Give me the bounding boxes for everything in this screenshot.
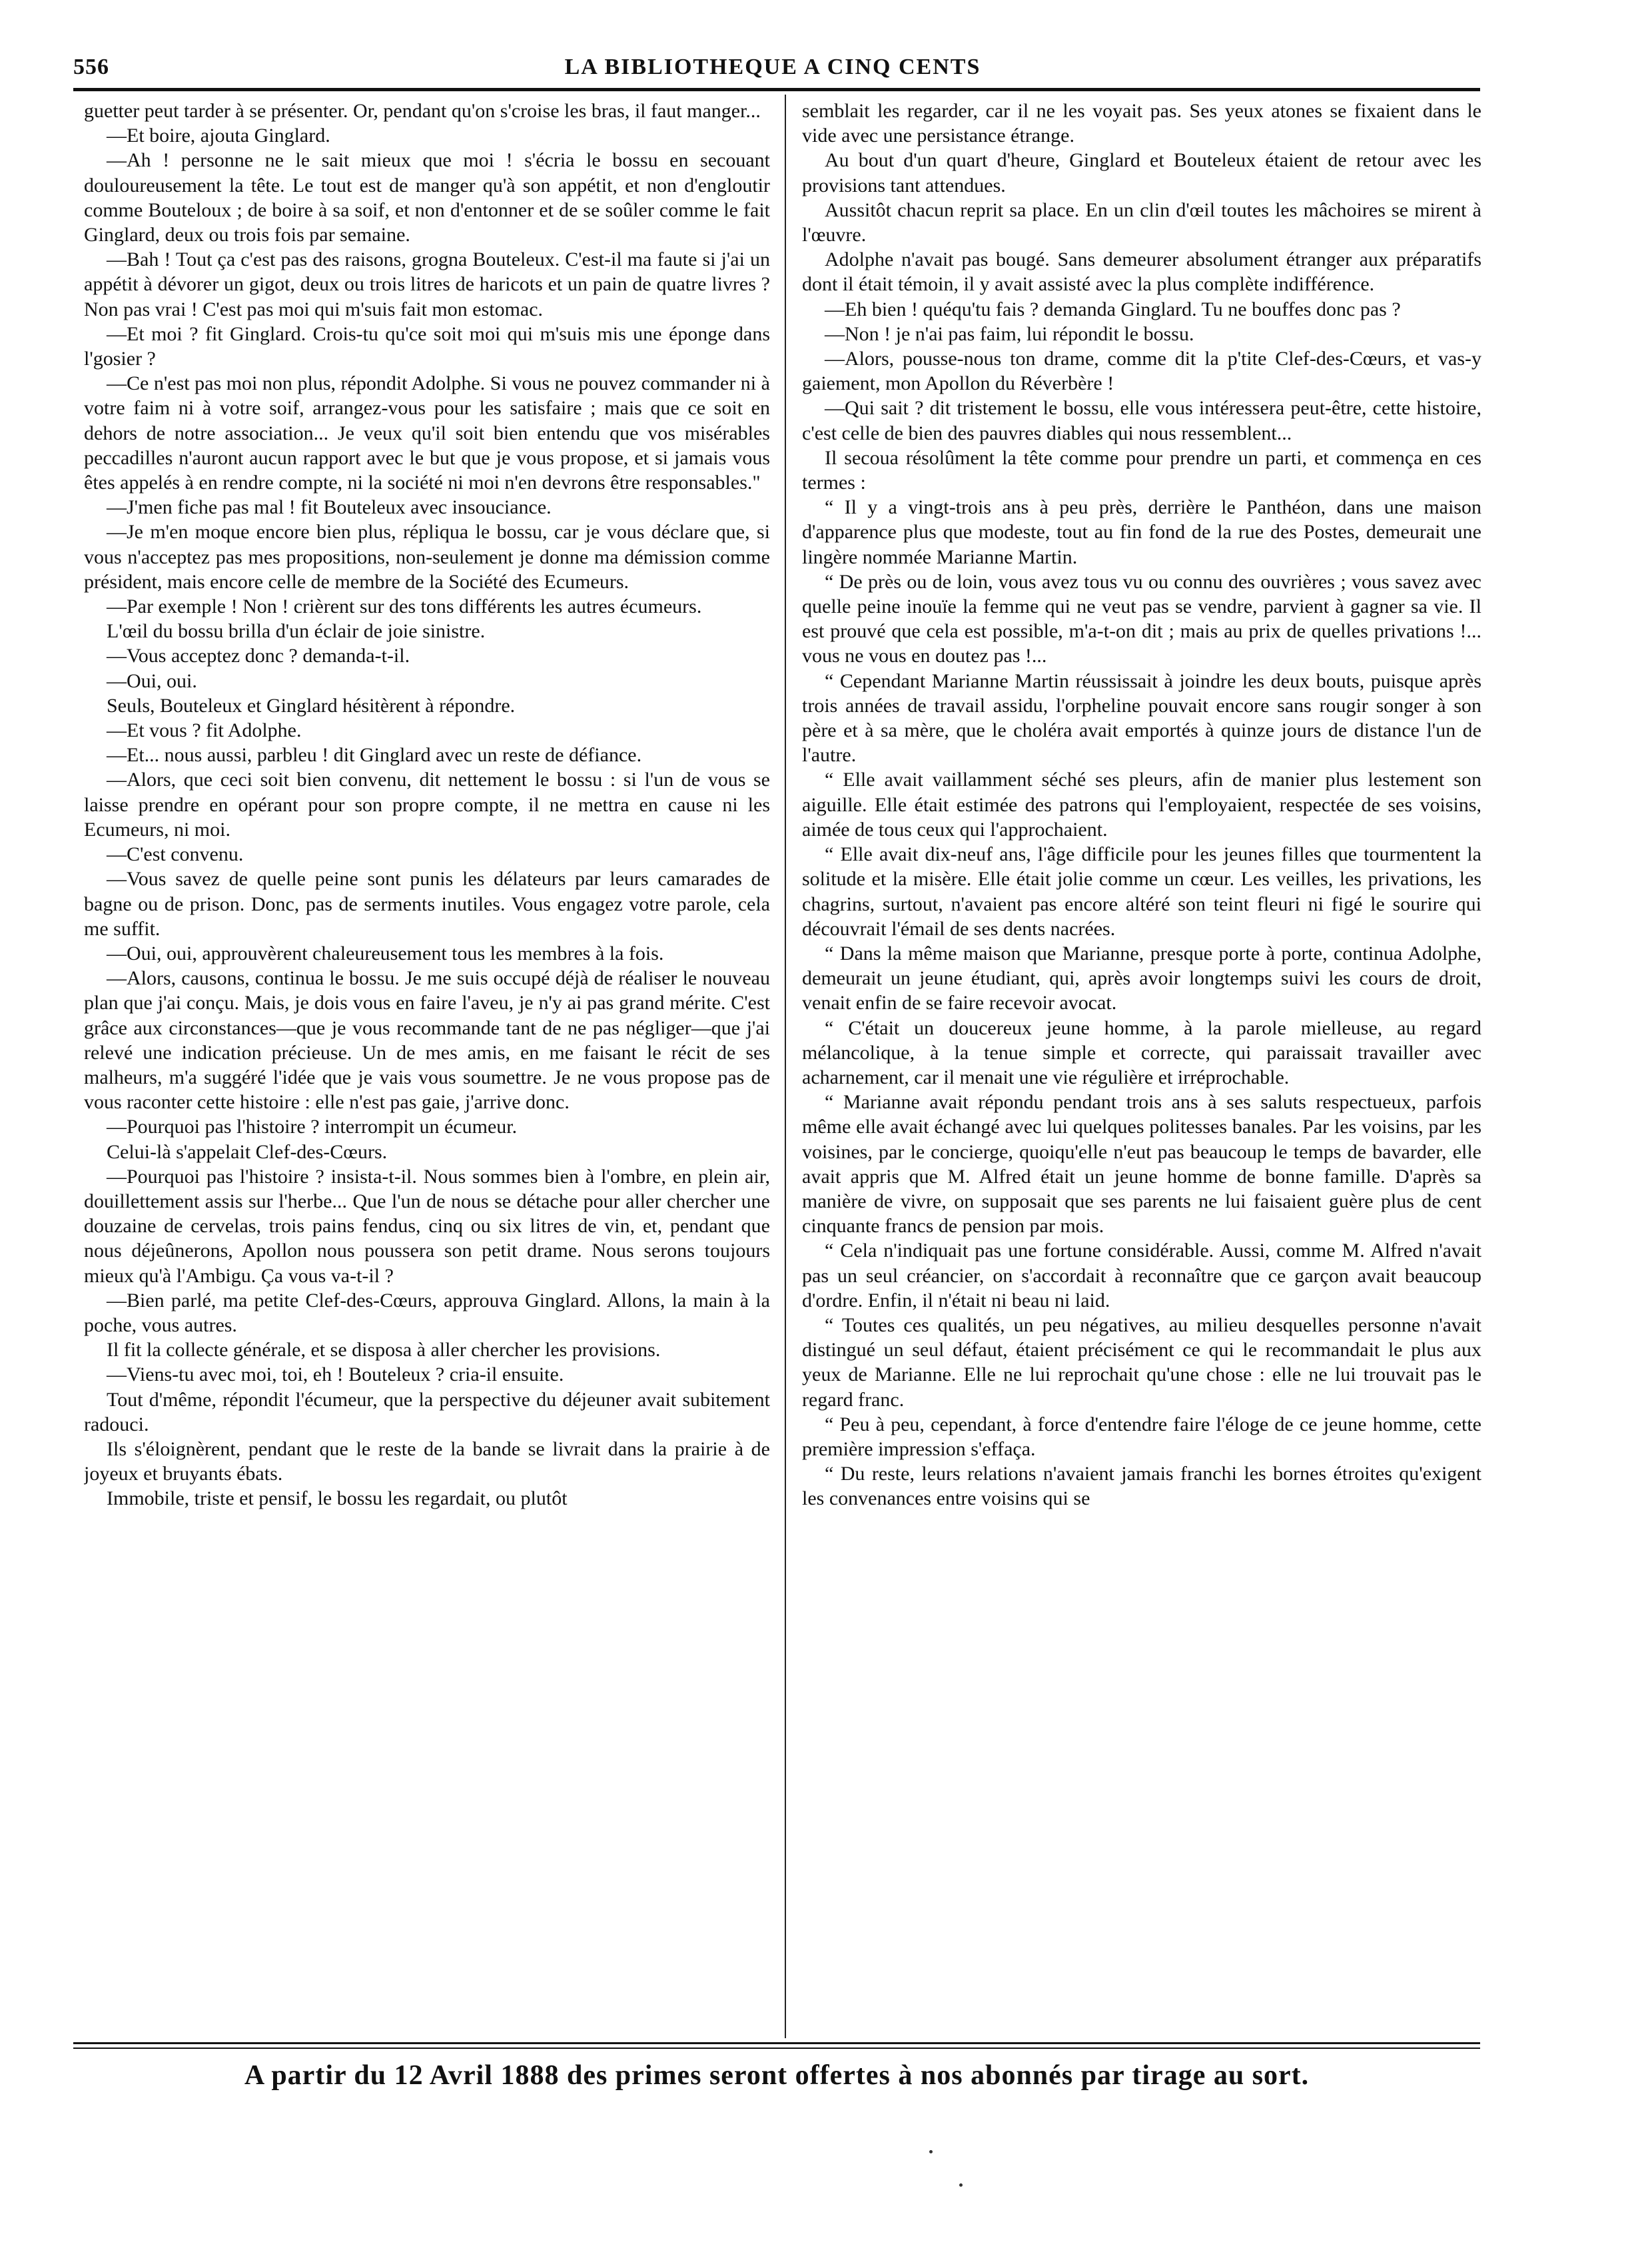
paragraph: —Oui, oui, approuvèrent chaleureusement tous les membres à la fois. [107,942,664,964]
right-column [802,99,1481,2024]
paragraph: “ Il y a vingt-trois ans à peu près, derrière le Panthéon, dans une maison d'apparence plus que modeste, tout au fin fond de la rue des Postes, demeurait une lingère nommée Marianne Martin. [802,496,1481,568]
paragraph: —J'men fiche pas mal ! fit Bouteleux avec insouciance. [107,496,552,519]
paragraph: Adolphe n'avait pas bougé. Sans demeurer absolument étranger aux préparatifs dont il était témoin, il y avait assisté avec la plus complète indifférence. [802,248,1481,296]
paragraph: Celui-là s'appelait Clef-des-Cœurs. [107,1140,388,1163]
paragraph: —Vous acceptez donc ? demanda-t-il. [107,645,410,667]
paragraph: —Pourquoi pas l'histoire ? interrompit un écumeur. [107,1116,518,1138]
paragraph: —Pourquoi pas l'histoire ? insista-t-il. Nous sommes bien à l'ombre, en plein air, douillettement assis sur l'herbe... Que l'un de nous se détache pour aller chercher une douzaine de cervelas, trois pains fendus, cinq ou six litres de vin, et, pendant que nous déjeûnerons, Apollon nous poussera son petit drame. Nous serons toujours mieux qu'à l'Ambigu. Ça vous va-t-il ? [84,1165,770,1287]
header-rule [73,88,1480,91]
paragraph: “ Du reste, leurs relations n'avaient jamais franchi les bornes étroites qu'exigent les convenances entre voisins qui se [802,1463,1481,1510]
paragraph: —Et... nous aussi, parbleu ! dit Ginglard avec un reste de défiance. [107,744,642,767]
paragraph: L'œil du bossu brilla d'un éclair de joie sinistre. [107,620,486,643]
paragraph: —Alors, pousse-nous ton drame, comme dit la p'tite Clef-des-Cœurs, et vas-y gaiement, mon Apollon du Réverbère ! [802,348,1481,395]
paragraph: “ Elle avait vaillamment séché ses pleurs, afin de manier plus lestement son aiguille. Elle était estimée des patrons qui l'employaient, respectée de ses voisins, aimée de tous ceux qui l'approchaient. [802,769,1481,841]
paragraph: —C'est convenu. [107,843,244,866]
paragraph: —Eh bien ! quéqu'tu fais ? demanda Ginglard. Tu ne bouffes donc pas ? [825,298,1401,320]
paragraph: “ Elle avait dix-neuf ans, l'âge difficile pour les jeunes filles que tourmentent la solitude et la misère. Elle était jolie comme un cœur. Les veilles, les privations, les chagrins, surtout, n'avaient pas encore altéré son teint fleuri ni figé le sourire qui découvrait l'émail de ses dents nacrées. [802,843,1481,940]
paragraph: —Et moi ? fit Ginglard. Crois-tu qu'ce soit moi qui m'suis mis une éponge dans l'gosier ? [84,322,770,370]
page-header [73,48,1472,88]
paragraph: “ Dans la même maison que Marianne, presque porte à porte, continua Adolphe, demeurait un jeune étudiant, qui, après avoir longtemps suivi les cours de droit, venait enfin de se faire recevoir avocat. [802,942,1481,1014]
paragraph: “ Cependant Marianne Martin réussissait à joindre les deux bouts, puisque après trois années de travail assidu, l'orpheline pouvait encore sans rougir songer à son père et à sa mère, que le choléra avait emportés à quinze jours de distance l'un de l'autre. [802,669,1481,767]
paragraph: —Vous savez de quelle peine sont punis les délateurs par leurs camarades de bagne ou de prison. Donc, pas de serments inutiles. Vous engagez votre parole, cela me suffit. [84,868,770,940]
paragraph: Ils s'éloignèrent, pendant que le reste de la bande se livrait dans la prairie à de joyeux et bruyants ébats. [84,1437,770,1485]
paragraph: “ Peu à peu, cependant, à force d'entendre faire l'éloge de ce jeune homme, cette première impression s'effaça. [802,1413,1481,1460]
column-divider [785,95,786,2038]
paragraph: —Alors, causons, continua le bossu. Je me suis occupé déjà de réaliser le nouveau plan que j'ai conçu. Mais, je dois vous en faire l'aveu, je n'y ai pas grand mérite. C'est grâce aux circonstances—que je vous recommande tant de ne pas négliger—que j'ai relevé une indication précieuse. Un de mes amis, en me faisant le récit de ses malheurs, m'a suggéré l'idée que je vais vous soumettre. Je ne vous propose pas de vous raconter cette histoire : elle n'est pas gaie, j'arrive donc. [84,967,770,1114]
page-number: 556 [73,55,109,79]
paragraph: —Je m'en moque encore bien plus, répliqua le bossu, car je vous déclare que, si vous n'acceptez pas mes propositions, non-seulement je donne ma démission comme président, mais encore celle de membre de la Société des Ecumeurs. [84,521,770,593]
paragraph: —Et vous ? fit Adolphe. [107,719,302,742]
paragraph: —Bah ! Tout ça c'est pas des raisons, grogna Bouteleux. C'est-il ma faute si j'ai un appétit à dévorer un gigot, deux ou trois litres de haricots et un pain de quatre livres ? Non pas vrai ! C'est pas moi qui m'suis fait mon estomac. [84,248,770,320]
print-speck [959,2183,963,2187]
footer-rule-inner [73,2048,1480,2049]
paragraph: —Alors, que ceci soit bien convenu, dit nettement le bossu : si l'un de vous se laisse prendre en opérant pour son propre compte, il ne mettra en cause ni les Ecumeurs, ni moi. [84,769,770,841]
paragraph: Seuls, Bouteleux et Ginglard hésitèrent à répondre. [107,694,516,717]
paragraph: —Bien parlé, ma petite Clef-des-Cœurs, approuva Ginglard. Allons, la main à la poche, vous autres. [84,1289,770,1336]
paragraph: “ Toutes ces qualités, un peu négatives, au milieu desquelles personne n'avait distingué un seul défaut, étaient précisément ce qui le recommandait le plus aux yeux de Marianne. Elle ne lui reprochait qu'une chose : elle ne lui trouvait pas le regard franc. [802,1313,1481,1411]
paragraph: semblait les regarder, car il ne les voyait pas. Ses yeux atones se fixaient dans le vide avec une persistance étrange. [802,100,1481,147]
paragraph: Il secoua résolûment la tête comme pour prendre un parti, et commença en ces termes : [802,446,1481,494]
paragraph: guetter peut tarder à se présenter. Or, pendant qu'on s'croise les bras, il faut manger... [84,100,761,122]
paragraph: Immobile, triste et pensif, le bossu les regardait, ou plutôt [107,1487,568,1510]
paragraph: —Ah ! personne ne le sait mieux que moi ! s'écria le bossu en secouant douloureusement la tête. Le tout est de manger qu'à son appétit, et non d'engloutir comme Bouteloux ; de boire à sa soif, et non d'entonner et de se soûler comme le fait Ginglard, deux ou trois fois par semaine. [84,149,770,246]
running-title: LA BIBLIOTHEQUE A CINQ CENTS [564,55,981,79]
paragraph: “ De près ou de loin, vous avez tous vu ou connu des ouvrières ; vous savez avec quelle peine inouïe la femme qui ne veut pas se vendre, parvient à gagner sa vie. Il est prouvé que cela est possible, m'a-t-on dit ; mais au prix de quelles privations !... vous ne vous en doutez pas !... [802,570,1481,667]
subscriber-announcement: A partir du 12 Avril 1888 des primes seront offertes à nos abonnés par tirage au sort. [244,2060,1310,2091]
print-speck [929,2150,933,2153]
paragraph: —Non ! je n'ai pas faim, lui répondit le bossu. [825,322,1194,345]
paragraph: Au bout d'un quart d'heure, Ginglard et Bouteleux étaient de retour avec les provisions tant attendues. [802,149,1481,196]
paragraph: “ C'était un doucereux jeune homme, à la parole mielleuse, au regard mélancolique, à la tenue simple et correcte, qui paraissait travailler avec acharnement, car il menait une vie régulière et irréprochable. [802,1016,1481,1088]
paragraph: —Viens-tu avec moi, toi, eh ! Bouteleux ? cria-il ensuite. [107,1363,564,1386]
paragraph: Tout d'même, répondit l'écumeur, que la perspective du déjeuner avait subitement radouci. [84,1388,770,1435]
paragraph: —Qui sait ? dit tristement le bossu, elle vous intéressera peut-être, cette histoire, c'est celle de bien des pauvres diables qui nous ressemblent... [802,397,1481,444]
paragraph: —Oui, oui. [107,669,197,692]
paragraph: Aussitôt chacun reprit sa place. En un clin d'œil toutes les mâchoires se mirent à l'œuvre. [802,198,1481,246]
footer-rule [73,2042,1480,2044]
paragraph: —Par exemple ! Non ! crièrent sur des tons différents les autres écumeurs. [107,595,702,618]
paragraph: —Ce n'est pas moi non plus, répondit Adolphe. Si vous ne pouvez commander ni à votre faim ni à votre soif, arrangez-vous pour les satisfaire ; mais que ce soit en dehors de notre association... Je veux qu'il soit bien entendu que vos misérables peccadilles n'auront aucun rapport avec le but que je vous propose, et si jamais vous êtes appelés à en rendre compte, ni la société ni moi n'en devrons être responsables." [84,372,770,494]
paragraph: “ Cela n'indiquait pas une fortune considérable. Aussi, comme M. Alfred n'avait pas un seul créancier, on s'accordait à reconnaître que ce garçon avait beaucoup d'ordre. Enfin, il n'était ni beau ni laid. [802,1240,1481,1311]
left-column [84,99,770,2024]
paragraph: “ Marianne avait répondu pendant trois ans à ses saluts respectueux, parfois même elle avait échangé avec lui quelques politesses banales. Par les voisins, par les voisines, par le concierge, quoiqu'elle n'eut pas beaucoup le temps de bavarder, elle avait appris que M. Alfred était un jeune homme de bonne famille. D'après sa manière de vivre, on supposait que ses parents ne lui faisaient guère plus de cent cinquante francs de pension par mois. [802,1091,1481,1238]
paragraph: Il fit la collecte générale, et se disposa à aller chercher les provisions. [107,1339,661,1361]
paragraph: —Et boire, ajouta Ginglard. [107,125,330,147]
